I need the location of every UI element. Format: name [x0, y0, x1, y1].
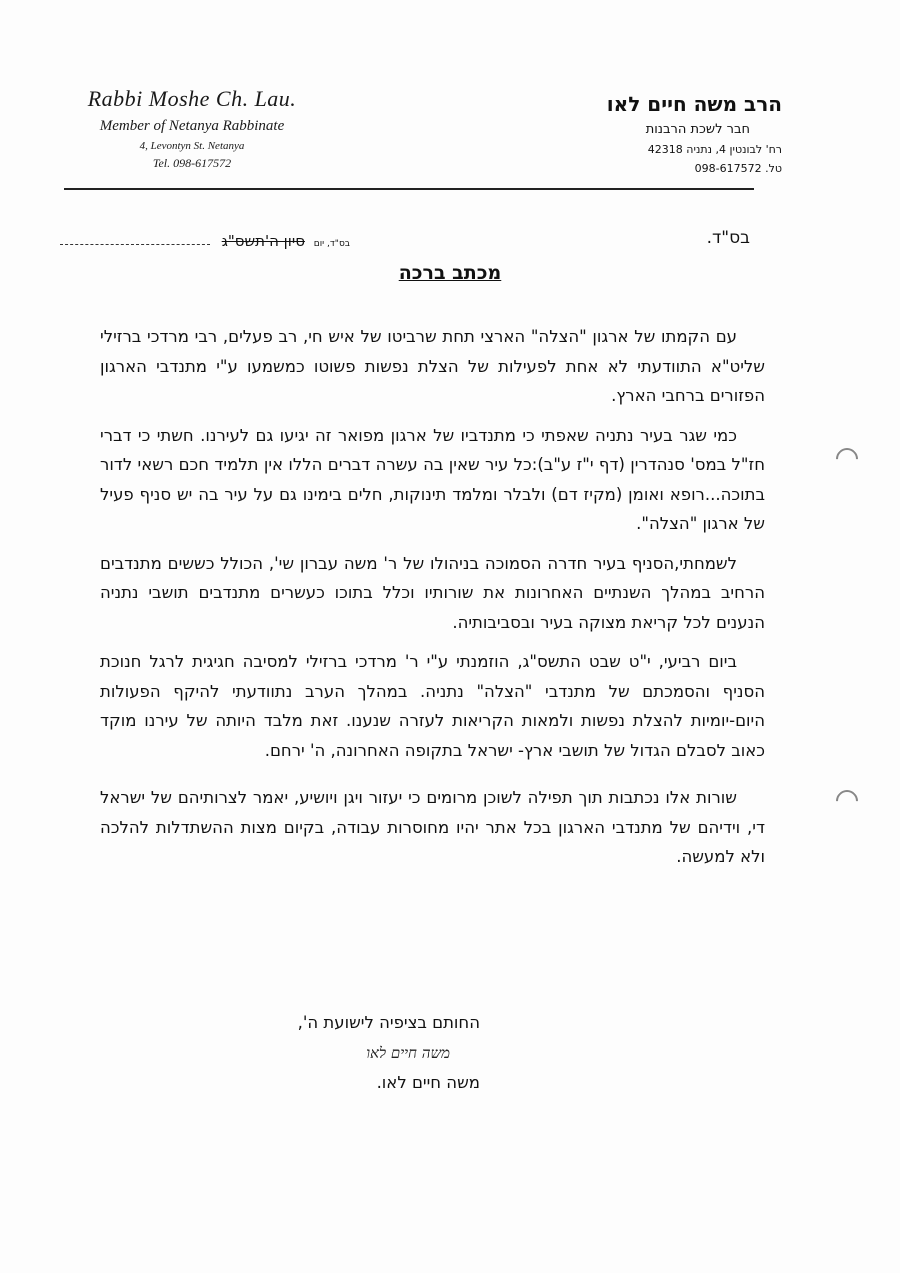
signature-block [220, 1008, 480, 1098]
hole-punch-mark [831, 443, 862, 474]
date-prefix: בס"ד, יום [313, 239, 350, 249]
signer-name: משה חיים לאו. [376, 1073, 480, 1092]
date-value: סיון ה'תשס"ג [221, 232, 305, 250]
letterhead-divider [64, 188, 754, 190]
date-line [60, 232, 350, 250]
letterhead-hebrew [482, 92, 782, 175]
rabbi-name-hebrew: הרב משה חיים לאו [606, 92, 782, 116]
paragraph-1: עם הקמתו של ארגון "הצלה" הארצי תחת שרביטו של איש חי, רב פעלים, רבי מרדכי ברזילי שליט"א התוודעתי לא אחת לפעילות של הצלת נפשות פשוטו כמשמעו ע"י מתנדבי הארגון הפזורים ברחבי הארץ. [100, 327, 765, 405]
hole-punch-mark [831, 785, 862, 816]
handwritten-signature: משה חיים לאו [366, 1044, 450, 1062]
letter-title: מכתב ברכה [398, 262, 502, 284]
paragraph-4: ביום רביעי, י"ט שבט התשס"ג, הוזמנתי ע"י ר' מרדכי ברזילי למסיבה חגיגית לרגל חנוכת הסניף והסמכתם של מתנדבי "הצלה" נתניה. במהלך הערב נתוודעתי להיקף הפעולות היום-יומיות להצלת נפשות ולמאות הקריאות לעזרה שנענו. זאת מלבד היותה של עירנו מוקד כאוב לסבלם הגדול של תושבי ארץ- ישראל בתקופה האחרונה, ה' ירחם. [100, 652, 765, 760]
closing-line: החותם בציפיה לישועת ה', [297, 1013, 480, 1032]
member-title-english: Member of Netanya Rabbinate [99, 118, 285, 134]
paragraph-5: שורות אלו נכתבות תוך תפילה לשוכן מרומים כי יעזור ויגן ויושיע, יאמר לצרותיהם של ישראל די, וידיהם של מתנדבי הארגון בכל אתר יהיו מחוסרות עבודה, בקיום מצות ההשתדלות להלכה ולא למעשה. [100, 788, 765, 866]
address-english: 4, Levontyn St. Netanya [139, 140, 245, 152]
address-hebrew: רח' לבונטין 4, נתניה 42318 [647, 143, 782, 156]
member-title-hebrew: חבר לשכת הרבנות [645, 122, 750, 137]
bsd-header: בס"ד. [706, 228, 750, 248]
paragraph-3: לשמחתי,הסניף בעיר חדרה הסמוכה בניהולו של ר' משה עברון שי', הכולל כששים מתנדבים הרחיב במהלך השנתיים האחרונות את שורותיו וכלל בתוכו כעשרים מתנדבים תושבי נתניה הנענים לכל קריאת מצוקה בעיר ובסביבותיה. [100, 553, 765, 632]
letter-body [100, 322, 765, 882]
paragraph-2: כמי שגר בעיר נתניה שאפתי כי מתנדביו של ארגון מפואר זה יגיעו גם לעירנו. חשתי כי דברי חז"ל במס' סנהדרין (דף י"ז ע"ב):כל עיר שאין בה עשרה דברים הללו אין תלמיד חכם רשאי לדור בתוכה...רופא ואומן (מקיז דם) ולבלר ומלמד תינוקות, חלים בימינו גם על עיר בה יש סניף פעיל של ארגון "הצלה". [100, 425, 765, 533]
phone-english: Tel. 098-617572 [152, 156, 232, 170]
rabbi-name-english: Rabbi Moshe Ch. Lau. [87, 86, 297, 111]
letterhead-english [62, 86, 322, 171]
phone-hebrew: טל. 098-617572 [694, 162, 782, 175]
